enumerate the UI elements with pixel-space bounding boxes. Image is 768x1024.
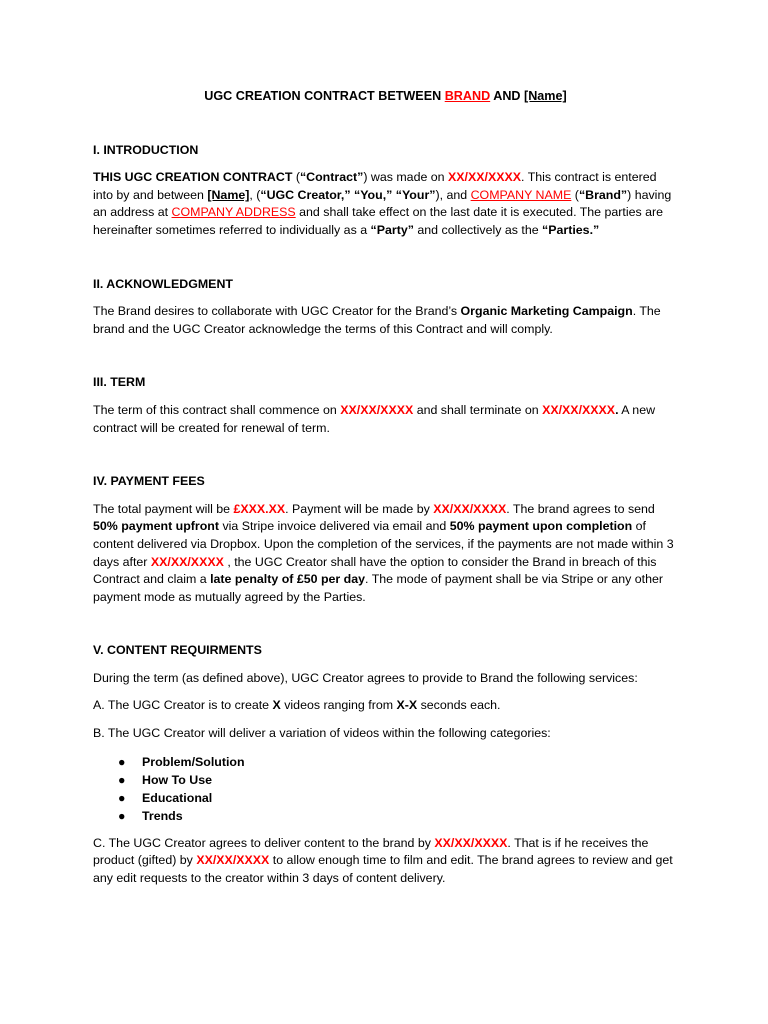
introduction-paragraph [93,169,678,239]
list-item [93,753,678,771]
text-span: A new contract will be created for renewal of term. [93,402,656,435]
text-span: ( [292,170,300,185]
date-placeholder: XX/XX/XXXX [196,853,270,868]
text-span: , the UGC Creator shall have the option to consider the Brand in breach of this Contract and claim a [93,554,657,587]
date-placeholder: XX/XX/XXXX [542,402,616,417]
title-text: UGC CREATION CONTRACT BETWEEN [204,89,445,103]
text-span: and collectively as the [413,222,543,237]
contract-title [93,88,678,106]
list-item [93,807,678,825]
name-placeholder: [Name] [524,89,567,103]
section-heading-content-requirements: V. CONTENT REQUIRMENTS [93,643,262,658]
text-span: “Contract” [299,170,364,185]
document-body [93,88,678,897]
text-span: . That is if he receives the product (gifted) by [93,835,649,868]
date-placeholder: XX/XX/XXXX [340,402,414,417]
brand-placeholder: BRAND [444,89,491,103]
text-span: 50% payment upon completion [449,519,633,534]
date-placeholder: XX/XX/XXXX [448,170,522,185]
text-span: A. The UGC Creator is to create [93,698,273,713]
text-span: videos ranging from [280,698,397,713]
text-span: ( [571,187,579,202]
list-item-label: Problem/Solution [142,754,245,769]
bullet-icon: ● [118,790,126,805]
clause-c-paragraph [93,835,678,888]
text-span: and shall terminate on [413,402,543,417]
section-heading-payment-fees: IV. PAYMENT FEES [93,474,205,489]
text-span: . The mode of payment shall be via Stripe or any other payment mode as mutually agreed by the Parties. [93,572,664,604]
text-span: 50% payment upfront [93,519,219,534]
clause-a-paragraph [93,697,678,715]
section-spacer [93,348,678,374]
text-span: ), and [435,187,471,202]
payment-paragraph [93,501,678,607]
text-span: “UGC Creator,” “You,” “Your” [260,187,436,202]
text-span: “Brand” [578,187,628,202]
text-span: X [272,698,281,713]
title-text-and: AND [490,89,525,103]
text-span: seconds each. [417,698,501,713]
list-item-label: Educational [142,790,213,805]
text-span: X-X [396,698,418,713]
date-placeholder: XX/XX/XXXX [150,554,224,569]
clause-b-paragraph: B. The UGC Creator will deliver a variation of videos within the following categories: [93,726,551,741]
text-span: via Stripe invoice delivered via email and [219,519,450,534]
text-span: The total payment will be [93,501,234,516]
bullet-icon: ● [118,772,126,787]
section-spacer [93,447,678,473]
amount-placeholder: £XXX.XX [233,501,286,516]
section-heading-term: III. TERM [93,375,146,390]
bullet-icon: ● [118,754,126,769]
text-span: ) having an address at [93,187,672,220]
company-name-placeholder: COMPANY NAME [470,187,572,202]
text-span: late penalty of £50 per day [210,572,366,587]
category-list [93,753,678,825]
section-heading-acknowledgment: II. ACKNOWLEDGMENT [93,276,233,291]
text-span: Organic Marketing Campaign [460,304,633,319]
text-span: The term of this contract shall commence on [93,402,341,417]
company-address-placeholder: COMPANY ADDRESS [171,205,296,220]
text-span: The Brand desires to collaborate with UGC Creator for the Brand’s [93,304,461,319]
text-span: . The brand agrees to send [506,501,655,516]
text-span: of content delivered via Dropbox. Upon the completion of the services, if the payments are not made within 3 days after [93,519,674,569]
list-item [93,789,678,807]
text-span: THIS UGC CREATION CONTRACT [93,170,293,185]
text-span: , ( [249,187,261,202]
section-spacer [93,250,678,276]
date-placeholder: XX/XX/XXXX [433,501,507,516]
text-span: “Party” [370,222,414,237]
text-span: and shall take effect on the last date it is executed. The parties are hereinafter sometimes referred to individually as a [93,205,664,237]
list-item-label: How To Use [142,772,212,787]
text-span: . This contract is entered into by and between [93,170,657,202]
text-span: . Payment will be made by [285,501,434,516]
list-item [93,771,678,789]
text-span: . The brand and the UGC Creator acknowledge the terms of this Contract and will comply. [93,304,661,336]
section-spacer [93,616,678,642]
section-heading-introduction: I. INTRODUCTION [93,142,199,157]
term-paragraph [93,402,678,437]
date-placeholder: XX/XX/XXXX [434,835,508,850]
text-span: . [615,402,619,417]
acknowledgment-paragraph [93,303,678,338]
list-item-label: Trends [142,808,183,823]
text-span: to allow enough time to film and edit. The brand agrees to review and get any edit requests to the creator within 3 days of content delivery. [93,853,673,885]
text-span: ) was made on [363,170,449,185]
name-placeholder: [Name] [207,187,250,202]
text-span: C. The UGC Creator agrees to deliver content to the brand by [93,835,435,850]
bullet-icon: ● [118,808,126,823]
text-span: “Parties.” [542,222,600,237]
content-intro-paragraph: During the term (as defined above), UGC Creator agrees to provide to Brand the following services: [93,670,638,685]
